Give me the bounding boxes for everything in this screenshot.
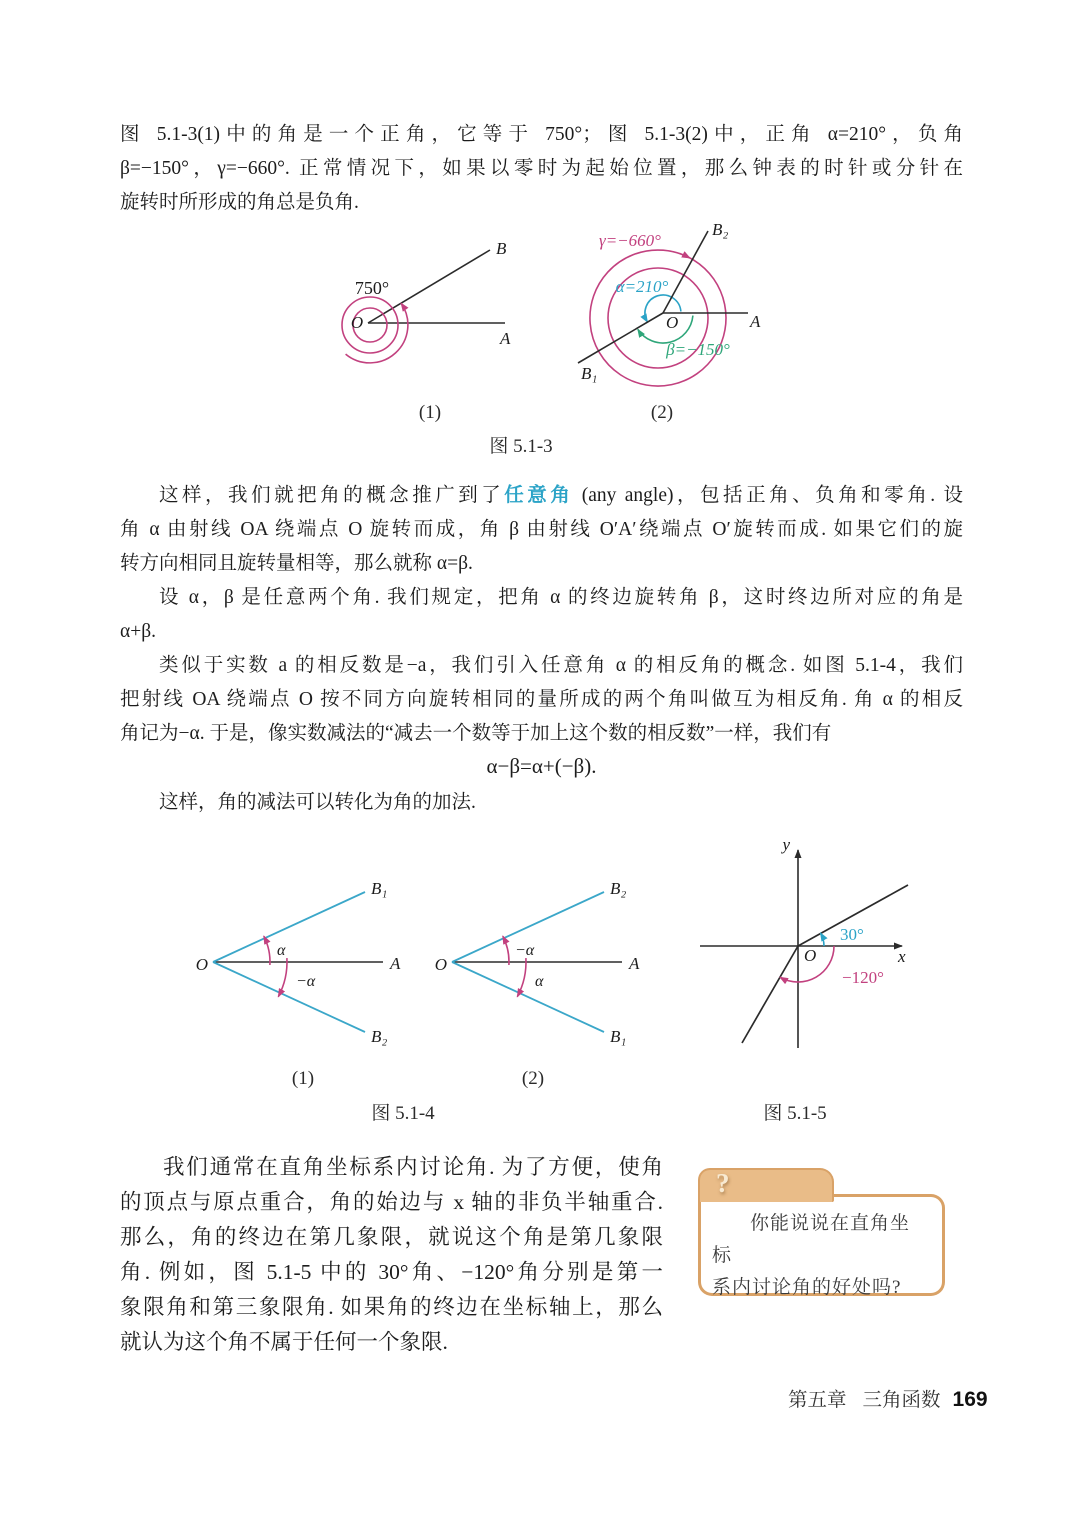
paragraph-5: 这样，角的减法可以转化为角的加法. [159,792,476,813]
paragraph-2-line-2: 角 α 由射线 OA 绕端点 O 旋转而成，角 β 由射线 O′A′绕端点 O′旋转而成. 如果它们的旋 [120,519,963,540]
point-b-label: B [496,239,507,258]
paragraph-6-line-3: 那么，角的终边在第几象限，就说这个角是第几象限 [120,1225,663,1249]
footer-page-number: 169 [952,1388,988,1411]
paragraph-1-line-2: β=−150°，γ=−660°. 正常情况下，如果以零时为起始位置，那么钟表的时针或分针在 [120,158,963,179]
paragraph-1-line-1: 图 5.1-3(1)中的角是一个正角，它等于 750°；图 5.1-3(2)中，正角 α=210°，负角 [120,124,963,145]
o-label-f1: O [195,955,208,974]
fig514-sub2-label: (2) [521,1068,545,1089]
ray-ob2 [663,231,708,313]
footer-section: 三角函数 [862,1390,941,1411]
paragraph-1-line-3: 旋转时所形成的角总是负角. [120,192,359,213]
fig513-sub2-label: (2) [650,402,674,423]
page-footer [788,1384,988,1412]
paragraph-2-line-1 [120,479,963,513]
figure-5-1-5 [690,832,952,1058]
fig513-sub1-label: (1) [418,402,442,423]
origin-label: O [804,946,817,965]
neg-alpha-text-f1: −α [296,973,316,990]
neg-alpha-arc-f2 [503,936,509,965]
ray-ob2-f1 [213,962,365,1032]
vertex-o-label: O [350,313,364,332]
paragraph-6-line-1: 我们通常在直角坐标系内讨论角. 为了方便，使角 [163,1155,663,1179]
paragraph-2-line-3: 转方向相同且旋转量相等，那么就称 α=β. [120,553,473,574]
figure-5-1-3 [300,222,770,400]
callout-text [712,1208,928,1304]
neg-alpha-text-f2: −α [515,942,535,959]
callout-text-line-2: 系内讨论角的好处吗? [712,1277,902,1298]
angle-750-label: 750° [354,278,390,298]
arc-30 [821,933,825,946]
beta-label: β=−150° [666,340,730,359]
alpha-arc-f2 [517,958,526,997]
b2-label-f1: B₂ [371,1027,388,1046]
x-axis-label: x [898,947,906,966]
fig514-sub1-label: (1) [291,1068,315,1089]
opposite-angle-formula: α−β=α+(−β). [486,754,597,778]
paragraph-6-line-5: 象限角和第三象限角. 如果角的终边在坐标轴上，那么 [120,1295,663,1319]
a-label-f2: A [629,954,640,973]
o-label-f2: O [434,955,447,974]
angle-neg120-label: −120° [842,968,884,987]
paragraph-4-line-3: 角记为−α. 于是，像实数减法的“减去一个数等于加上这个数的相反数”一样，我们有 [120,723,832,744]
point-b2-label: B₂ [712,222,729,239]
gamma-label: γ=−660° [599,231,661,250]
b1-label-f1: B₁ [371,879,388,898]
alpha-label: α=210° [615,277,669,296]
question-mark-icon: ? [716,1168,730,1198]
angle-30-label: 30° [840,925,864,944]
point-b1-label: B₁ [581,364,598,383]
callout-text-line-1: 你能说说在直角坐标 [712,1213,911,1266]
y-axis-label: y [782,835,790,854]
point-a2-label: A [750,312,761,331]
paragraph-3-line-1: 设 α，β 是任意两个角. 我们规定，把角 α 的终边旋转角 β，这时终边所对应的角是 [159,587,963,608]
paragraph-3-line-2: α+β. [120,621,157,642]
b2-label-f2: B₂ [610,879,627,898]
fig515-caption: 图 5.1-5 [763,1103,827,1124]
paragraph-6-line-6: 就认为这个角不属于任何一个象限. [120,1330,448,1354]
a-label-f1: A [390,954,401,973]
question-callout-box [698,1168,945,1298]
fig514-caption: 图 5.1-4 [371,1103,435,1124]
footer-chapter: 第五章 [788,1390,847,1411]
vertex-o2-label: O [666,313,679,332]
paragraph-4-line-2: 把射线 OA 绕端点 O 按不同方向旋转相同的量所成的两个角叫做互为相反角. 角 α 的相反 [120,689,963,710]
terminal-side-neg120 [742,946,798,1043]
ray-ob1-f2 [452,962,604,1032]
paragraph-4-line-1: 类似于实数 a 的相反数是−a，我们引入任意角 α 的相反角的概念. 如图 5.1-4，我们 [159,655,963,676]
alpha-arc-f1 [264,936,270,965]
alpha-text-f1: α [277,942,286,959]
point-a-label: A [500,329,511,348]
p2-post: (any angle)，包括正角、负角和零角. 设 [573,485,963,506]
fig513-caption: 图 5.1-3 [489,436,553,457]
gamma-outer-loop [590,250,726,386]
alpha-text-f2: α [535,973,544,990]
p2-pre: 这样，我们就把角的概念推广到了 [159,485,505,506]
paragraph-6-line-2: 的顶点与原点重合，角的始边与 x 轴的非负半轴重合. [120,1190,663,1214]
key-term-any-angle: 任意角 [504,485,574,506]
b1-label-f2: B₁ [610,1027,627,1046]
figure-5-1-4 [150,858,670,1054]
neg-alpha-arc-f1 [278,958,287,997]
ray-ob1-f1 [213,892,365,962]
paragraph-6-line-4: 角. 例如，图 5.1-5 中的 30°角、−120°角分别是第一 [120,1260,663,1284]
